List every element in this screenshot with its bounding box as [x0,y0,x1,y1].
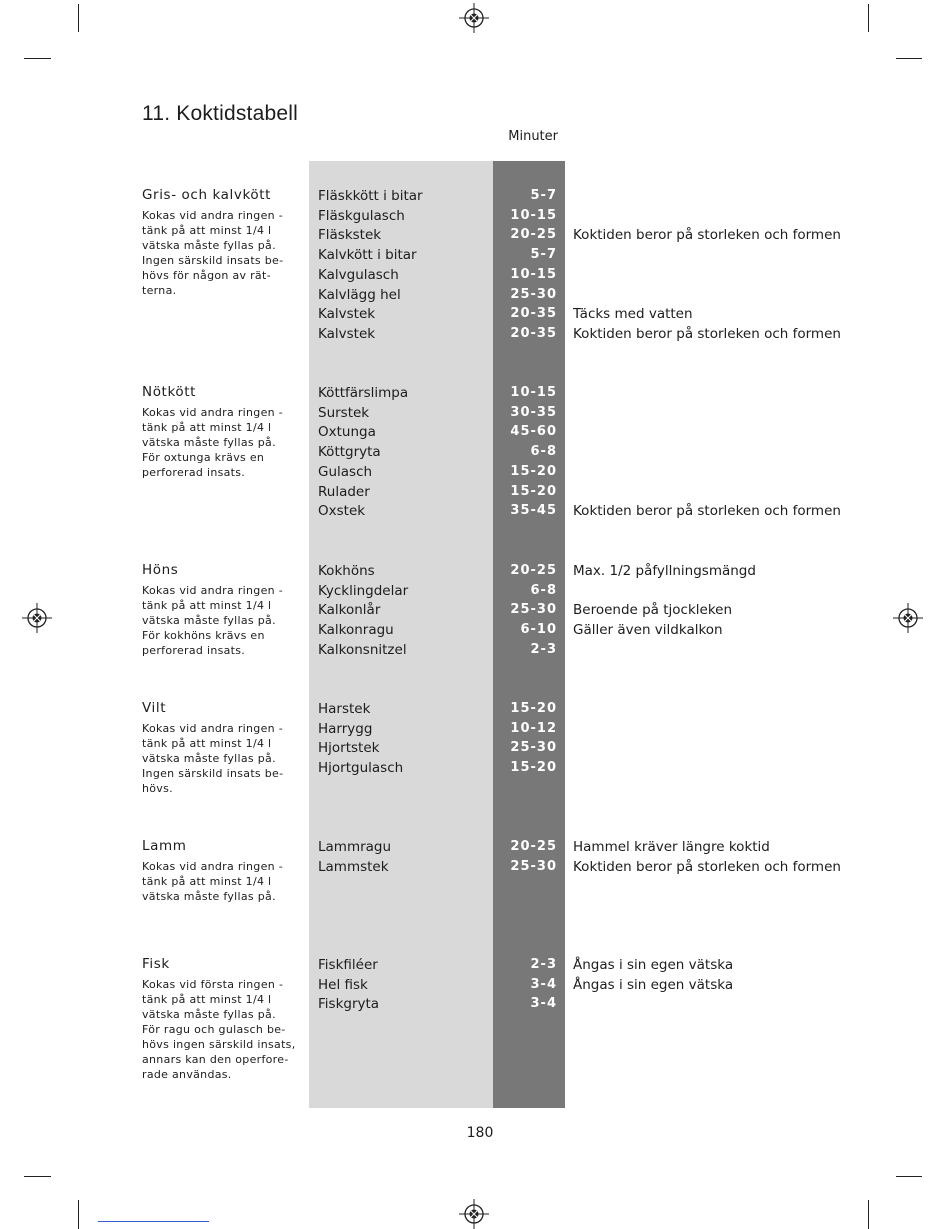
dish-name: Kalvstek [318,306,376,323]
dish-name: Kalvgulasch [318,266,399,283]
table-row [0,740,950,760]
table-row [0,247,950,267]
dish-name: Kycklingdelar [318,582,409,599]
dish-name: Hjortgulasch [318,760,404,777]
cooking-time: 6-8 [530,444,557,460]
table-row [0,583,950,603]
section-title: Vilt [142,700,167,716]
note: Koktiden beror på storleken och formen [573,227,841,244]
table-row [0,642,950,662]
section-description: Kokas vid andra ringen - tänk på att minst 1/4 l vätska måste fyllas på. Ingen särskild insats be- hövs för någon av rät- terna. [142,209,284,297]
dish-name: Rulader [318,483,370,500]
dish-name: Harstek [318,701,371,717]
table-row [0,721,950,741]
note: Koktiden beror på storleken och formen [573,325,841,342]
dish-name: Kokhöns [318,563,375,579]
cooking-time: 10-15 [510,207,557,223]
cooking-time: 3-4 [530,976,557,992]
note: Koktiden beror på storleken och formen [573,503,841,520]
note: Ångas i sin egen vätska [573,976,734,993]
dish-name: Kalkonsnitzel [318,641,407,658]
section-description: Kokas vid andra ringen - tänk på att minst 1/4 l vätska måste fyllas på. För oxtunga krävs en perforerad insats. [142,406,283,479]
table-row [0,622,950,642]
note: Ångas i sin egen vätska [573,957,734,973]
dish-name: Köttfärslimpa [318,385,409,401]
note: Täcks med vatten [573,306,693,323]
section-description: Kokas vid andra ringen - tänk på att minst 1/4 l vätska måste fyllas på. [142,860,283,903]
dish-name: Oxstek [318,503,366,520]
dish-name: Kalkonlår [318,602,381,619]
cooking-time: 3-4 [530,996,557,1012]
cooking-time: 25-30 [510,740,557,756]
table-row [0,267,950,287]
minutes-column-header: Minuter [508,129,558,144]
page-number: 180 [466,1125,494,1141]
cooking-time: 5-7 [530,247,557,263]
table-row [0,977,950,997]
section-title: Nötkött [142,384,197,400]
note: Beroende på tjockleken [573,602,733,619]
dish-name: Fiskfiléer [318,957,378,973]
cooking-time: 25-30 [510,602,557,618]
crop-mark [24,58,51,59]
dish-name: Surstek [318,404,370,421]
cooking-time: 10-15 [510,385,557,400]
dish-name: Fläskstek [318,227,382,244]
table-row [0,188,950,208]
cooking-time: 6-8 [530,582,557,598]
cooking-time: 15-20 [510,483,557,499]
crop-mark [868,4,869,32]
section-description: Kokas vid andra ringen - tänk på att minst 1/4 l vätska måste fyllas på. För kokhöns krävs en perforerad insats. [142,584,283,657]
cooking-time: 6-10 [520,622,557,638]
page-title: 11. Koktidstabell [142,102,298,125]
table-row [0,503,950,523]
cooking-time: 20-25 [510,227,557,243]
cooking-time: 2-3 [530,641,557,657]
registration-mark-icon [459,3,489,33]
section-title: Gris- och kalvkött [142,187,272,203]
crop-mark [24,1176,51,1177]
cooking-time: 20-25 [510,839,557,854]
table-row [0,602,950,622]
note: Hammel kräver längre koktid [573,839,770,855]
table-row [0,760,950,780]
cooking-time: 45-60 [510,424,557,440]
section-description: Kokas vid andra ringen - tänk på att minst 1/4 l vätska måste fyllas på. Ingen särskild insats be- hövs. [142,722,284,795]
cooking-time: 30-35 [510,404,557,420]
cooking-time: 10-12 [510,720,557,736]
table-row [0,839,950,859]
dish-name: Kalvkött i bitar [318,247,417,264]
dish-name: Kalkonragu [318,622,394,639]
table-row [0,208,950,228]
table-row [0,996,950,1016]
cooking-time: 5-7 [530,188,557,203]
dish-name: Lammstek [318,858,389,875]
dish-name: Fiskgryta [318,996,380,1013]
table-row [0,484,950,504]
crop-mark [896,1176,922,1177]
note: Gäller även vildkalkon [573,622,723,639]
crop-mark [78,1200,79,1229]
table-row [0,385,950,405]
cooking-time: 20-25 [510,563,557,578]
dish-name: Fläskgulasch [318,207,405,224]
table-row [0,227,950,247]
dish-name: Hjortstek [318,740,380,757]
cooking-time: 2-3 [530,957,557,972]
table-row [0,957,950,977]
cooking-time: 20-35 [510,306,557,322]
table-row [0,701,950,721]
table-row [0,424,950,444]
table-row [0,563,950,583]
note: Koktiden beror på storleken och formen [573,858,841,875]
table-row [0,464,950,484]
dish-name: Köttgryta [318,444,381,461]
cooking-time: 15-20 [510,760,557,776]
dish-name: Harrygg [318,720,373,737]
footer-line [98,1221,209,1222]
registration-mark-icon [459,1199,489,1229]
table-row [0,326,950,346]
table-row [0,405,950,425]
table-row [0,287,950,307]
dish-name: Kalvlägg hel [318,286,401,303]
dish-name: Oxtunga [318,424,376,441]
cooking-time: 15-20 [510,701,557,716]
section-title: Höns [142,562,179,578]
table-row [0,859,950,879]
crop-mark [78,4,79,32]
note: Max. 1/2 påfyllningsmängd [573,563,756,579]
dish-name: Kalvstek [318,325,376,342]
section-title: Fisk [142,956,170,972]
table-row [0,444,950,464]
cooking-time: 20-35 [510,325,557,341]
crop-mark [868,1200,869,1229]
cooking-time: 10-15 [510,266,557,282]
table-row [0,306,950,326]
cooking-time: 25-30 [510,858,557,874]
dish-name: Fläskkött i bitar [318,188,423,204]
section-title: Lamm [142,838,187,854]
dish-name: Hel fisk [318,976,368,993]
cooking-time: 25-30 [510,286,557,302]
dish-name: Lammragu [318,839,392,855]
section-description: Kokas vid första ringen - tänk på att minst 1/4 l vätska måste fyllas på. För ragu och gulasch be- hövs ingen särskild insats, annars kan den operfore- rade användas. [142,978,296,1081]
dish-name: Gulasch [318,463,373,480]
crop-mark [896,58,922,59]
cooking-time: 35-45 [510,503,557,519]
cooking-time: 15-20 [510,463,557,479]
